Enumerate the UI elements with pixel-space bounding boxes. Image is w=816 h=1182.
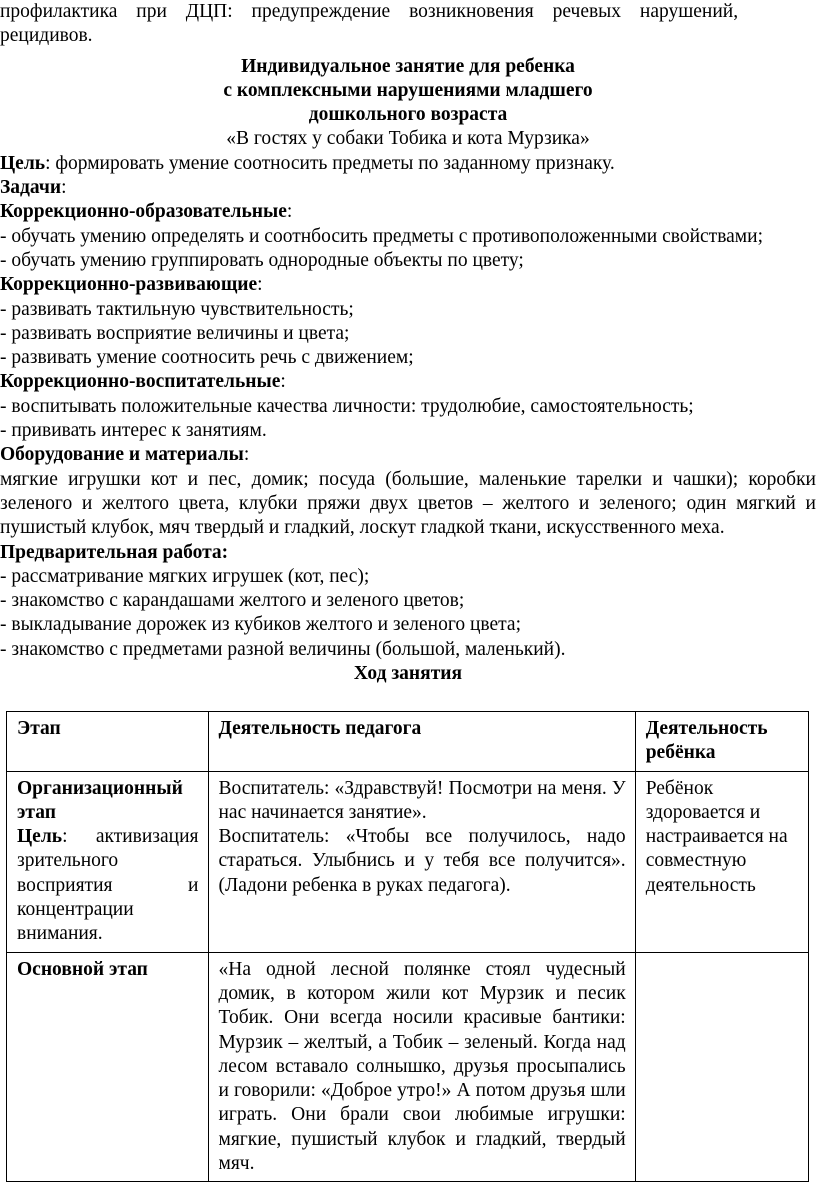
equipment-text: мягкие игрушки кот и пес, домик; посуда (большие, маленькие тарелки и чашки); коробки зеленого и желтого цвета, клубки пряжи двух цветов – желтого и зеленого; один мягкий и пушистый клубок, мяч твердый и гладкий, лоскут гладкой ткани, искусственного меха.	[0, 468, 816, 539]
title-line-2: с комплексными нарушениями младшего	[223, 79, 593, 101]
teacher-line: Воспитатель: «Чтобы все получилось, надо стараться. Улыбнись и у тебя все получится». (Ладони ребенка в руках педагога).	[218, 826, 626, 896]
task-group-heading	[0, 273, 816, 297]
prework-item: - знакомство с предметами разной величины (большой, маленький).	[0, 638, 566, 660]
task-group-heading	[0, 370, 816, 394]
header-child-activity: Деятельность ребёнка	[635, 712, 808, 772]
tasks-heading	[0, 176, 816, 200]
goal-label: Цель	[0, 152, 46, 174]
lesson-course-table	[6, 711, 809, 1182]
stage-cell	[7, 952, 209, 1182]
task-group-label: Коррекционно-развивающие	[0, 274, 258, 296]
prework-item: - рассматривание мягких игрушек (кот, пес);	[0, 565, 370, 587]
stage-goal-text: : активизация зрительного восприятия и концентрации внимания.	[17, 826, 199, 945]
stage-cell	[7, 771, 209, 952]
child-cell: Ребёнок здоровается и настраивается на совместную деятельность	[635, 771, 808, 952]
child-cell	[635, 952, 808, 1182]
tasks-label: Задачи	[0, 177, 62, 199]
title-line-1: Индивидуальное занятие для ребенка	[241, 55, 575, 77]
lesson-title	[0, 55, 816, 128]
equipment-heading	[0, 443, 816, 467]
table-header-row	[7, 712, 809, 772]
header-teacher-activity: Деятельность педагога	[208, 712, 635, 772]
task-item: - воспитывать положительные качества личности: трудолюбие, самостоятельность;	[0, 395, 694, 417]
equipment-colon: :	[243, 444, 250, 466]
task-item: - обучать умению определять и соотнбосить предметы с противоположенными свойствами;	[0, 225, 763, 247]
prework-item: - знакомство с карандашами желтого и зеленого цветов;	[0, 590, 465, 612]
course-title: Ход занятия	[353, 663, 463, 685]
table-row	[7, 771, 809, 952]
intro-line-2: рецидивов.	[0, 25, 93, 47]
task-group-colon: :	[280, 371, 286, 393]
stage-title: Основной этап	[17, 958, 148, 980]
task-item: - развивать тактильную чувствительность;	[0, 298, 354, 320]
task-item: - обучать умению группировать однородные объекты по цвету;	[0, 249, 524, 271]
stage-goal	[17, 825, 199, 946]
teacher-line: Воспитатель: «Здравствуй! Посмотри на меня. У нас начинается занятие».	[218, 777, 626, 823]
teacher-cell	[208, 952, 635, 1182]
task-group-label: Коррекционно-образовательные	[0, 201, 287, 223]
task-item: - прививать интерес к занятиям.	[0, 420, 267, 442]
task-group-colon: :	[286, 201, 293, 223]
stage-goal-label: Цель	[17, 826, 63, 848]
prework-heading: Предварительная работа:	[0, 541, 229, 563]
table-row	[7, 952, 809, 1182]
task-group-heading	[0, 200, 816, 224]
tasks-colon: :	[61, 177, 67, 199]
title-line-3: дошкольного возраста	[308, 104, 508, 126]
teacher-line: «На одной лесной полянке стоял чудесный домик, в котором жили кот Мурзик и песик Тобик. Они всегда носили красивые бантики: Мурзик – желтый, а Тобик – зеленый. Когда над лесом вставало солнышко, друзья просыпались и говорили: «Доброе утро!» А потом друзья шли играть. Они брали свои любимые игрушки: мягкие, пушистый клубок и гладкий, твердый мяч.	[218, 958, 626, 1175]
teacher-cell	[208, 771, 635, 952]
task-group-label: Коррекционно-воспитательные	[0, 371, 281, 393]
task-item: - развивать умение соотносить речь с движением;	[0, 347, 414, 369]
goal-paragraph	[0, 152, 816, 176]
stage-title: Организационный этап	[17, 777, 183, 823]
goal-text: : формировать умение соотносить предметы по заданному признаку.	[45, 152, 615, 174]
lesson-subtitle: «В гостях у собаки Тобика и кота Мурзика»	[226, 128, 590, 150]
header-stage: Этап	[7, 712, 209, 772]
equipment-label: Оборудование и материалы	[0, 444, 244, 466]
task-item: - развивать восприятие величины и цвета;	[0, 322, 350, 344]
task-group-colon: :	[257, 274, 263, 296]
prework-item: - выкладывание дорожек из кубиков желтого и зеленого цвета;	[0, 614, 521, 636]
intro-line-1: профилактика при ДЦП: предупреждение возникновения речевых нарушений,	[0, 1, 739, 22]
